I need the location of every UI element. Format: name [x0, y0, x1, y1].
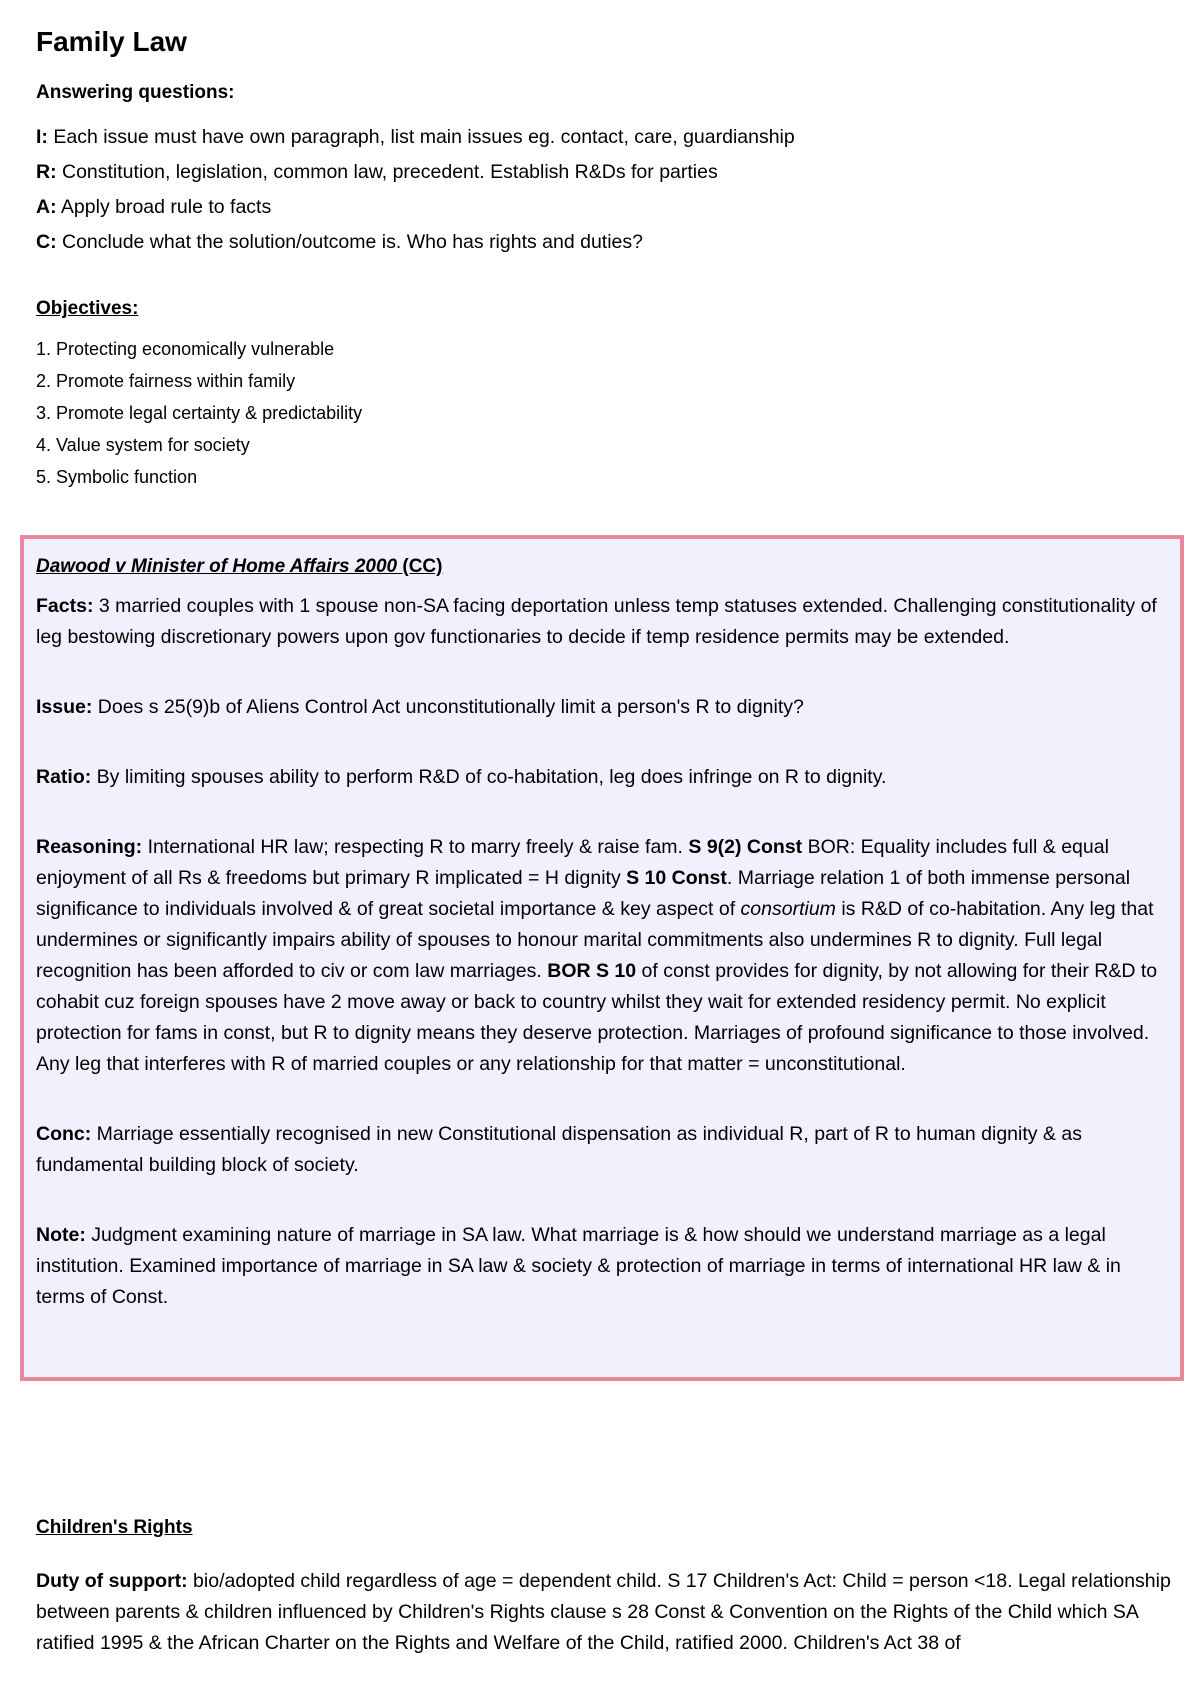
facts-label: Facts:: [36, 595, 94, 617]
ratio-label: Ratio:: [36, 766, 92, 788]
case-issue: [36, 692, 1171, 723]
case-court: (CC): [397, 556, 443, 577]
childrens-rights-heading: Children's Rights: [36, 1517, 193, 1538]
ratio-text: By limiting spouses ability to perform R&D of co-habitation, leg does infringe on R to dignity.: [91, 766, 887, 788]
objectives-heading: Objectives:: [36, 298, 139, 319]
reasoning-text: of const provides for dignity, by not allowing for their R&D to cohabit cuz foreign spouses have 2 move away or back to country whilst they wait for extended residency permit. No explicit protection for fams in const, but R to dignity means they deserve protection. Marriages of profound significance to those involved. Any leg that interferes with R of married couples or any relationship for that matter = unconstitutional.: [36, 960, 1158, 1075]
irac-row-issue: [36, 120, 1136, 155]
reasoning-text: BOR: Equality includes full & equal enjoyment of all Rs & freedoms but primary R implicated = H dignity: [36, 836, 1109, 889]
facts-text: 3 married couples with 1 spouse non-SA facing deportation unless temp statuses extended. Challenging constitutionality of leg bestowing discretionary powers upon gov functionaries to decide if temp residence permits may be extended.: [36, 595, 1157, 648]
duty-of-support-text: bio/adopted child regardless of age = dependent child. S 17 Children's Act: Child = person <18. Legal relationship between parents & children influenced by Children's Rights clause s 28 Const & Convention on the Rights of the Child which SA ratified 1995 & the African Charter on the Rights and Welfare of the Child, ratified 2000. Children's Act 38 of: [36, 1570, 1171, 1654]
conc-label: Conc:: [36, 1123, 92, 1145]
reasoning-reference: S 10 Const: [626, 867, 727, 889]
irac-key: I:: [36, 126, 48, 148]
duty-of-support-paragraph: [36, 1566, 1171, 1659]
case-facts: [36, 591, 1171, 653]
answering-questions-heading: Answering questions:: [36, 82, 235, 103]
issue-label: Issue:: [36, 696, 93, 718]
objective-item: 5. Symbolic function: [36, 467, 198, 487]
irac-key: C:: [36, 231, 57, 253]
irac-text: Constitution, legislation, common law, precedent. Establish R&Ds for parties: [56, 161, 718, 183]
irac-text: Conclude what the solution/outcome is. Who has rights and duties?: [56, 231, 643, 253]
objective-item: 1. Protecting economically vulnerable: [36, 339, 335, 359]
objectives-list: [36, 333, 362, 493]
case-conclusion: [36, 1119, 1171, 1181]
irac-key: A:: [36, 196, 57, 218]
reasoning-reference: S 9(2) Const: [688, 836, 803, 858]
objective-item: 3. Promote legal certainty & predictability: [36, 403, 363, 423]
case-summary-content: [36, 553, 1171, 1313]
case-ratio: [36, 762, 1171, 793]
duty-of-support-label: Duty of support:: [36, 1570, 188, 1592]
conc-text: Marriage essentially recognised in new Constitutional dispensation as individual R, part of R to human dignity & as fundamental building block of society.: [36, 1123, 1082, 1176]
objective-item: 4. Value system for society: [36, 435, 250, 455]
irac-text: Apply broad rule to facts: [56, 196, 272, 218]
reasoning-text: International HR law; respecting R to marry freely & raise fam.: [142, 836, 689, 858]
case-name: Dawood v Minister of Home Affairs 2000: [36, 556, 398, 577]
irac-row-rule: [36, 155, 1136, 190]
case-summary-box: [20, 535, 1184, 1381]
note-label: Note:: [36, 1224, 86, 1246]
case-note: [36, 1220, 1171, 1313]
document-title: Family Law: [36, 26, 187, 57]
note-text: Judgment examining nature of marriage in SA law. What marriage is & how should we understand marriage as a legal institution. Examined importance of marriage in SA law & society & protection of marriage in terms of international HR law & in terms of Const.: [36, 1224, 1121, 1308]
irac-row-conclusion: [36, 225, 1136, 260]
irac-text: Each issue must have own paragraph, list main issues eg. contact, care, guardianship: [47, 126, 795, 148]
reasoning-italic-term: consortium: [740, 898, 836, 920]
reasoning-reference: BOR S 10: [547, 960, 637, 982]
case-reasoning: [36, 832, 1171, 1080]
objective-item: 2. Promote fairness within family: [36, 371, 296, 391]
irac-key: R:: [36, 161, 57, 183]
case-title: [36, 553, 1171, 581]
reasoning-text: . Marriage relation 1 of both immense personal significance to individuals involved & of great societal importance & key aspect of: [36, 867, 1131, 920]
issue-text: Does s 25(9)b of Aliens Control Act unconstitutionally limit a person's R to dignity?: [92, 696, 804, 718]
irac-row-application: [36, 190, 1136, 225]
reasoning-text: is R&D of co-habitation. Any leg that undermines or significantly impairs ability of spouses to honour marital commitments also undermines R to dignity. Full legal recognition has been afforded to civ or com law marriages.: [36, 898, 1154, 982]
reasoning-label: Reasoning:: [36, 836, 143, 858]
irac-list: [36, 120, 1136, 260]
